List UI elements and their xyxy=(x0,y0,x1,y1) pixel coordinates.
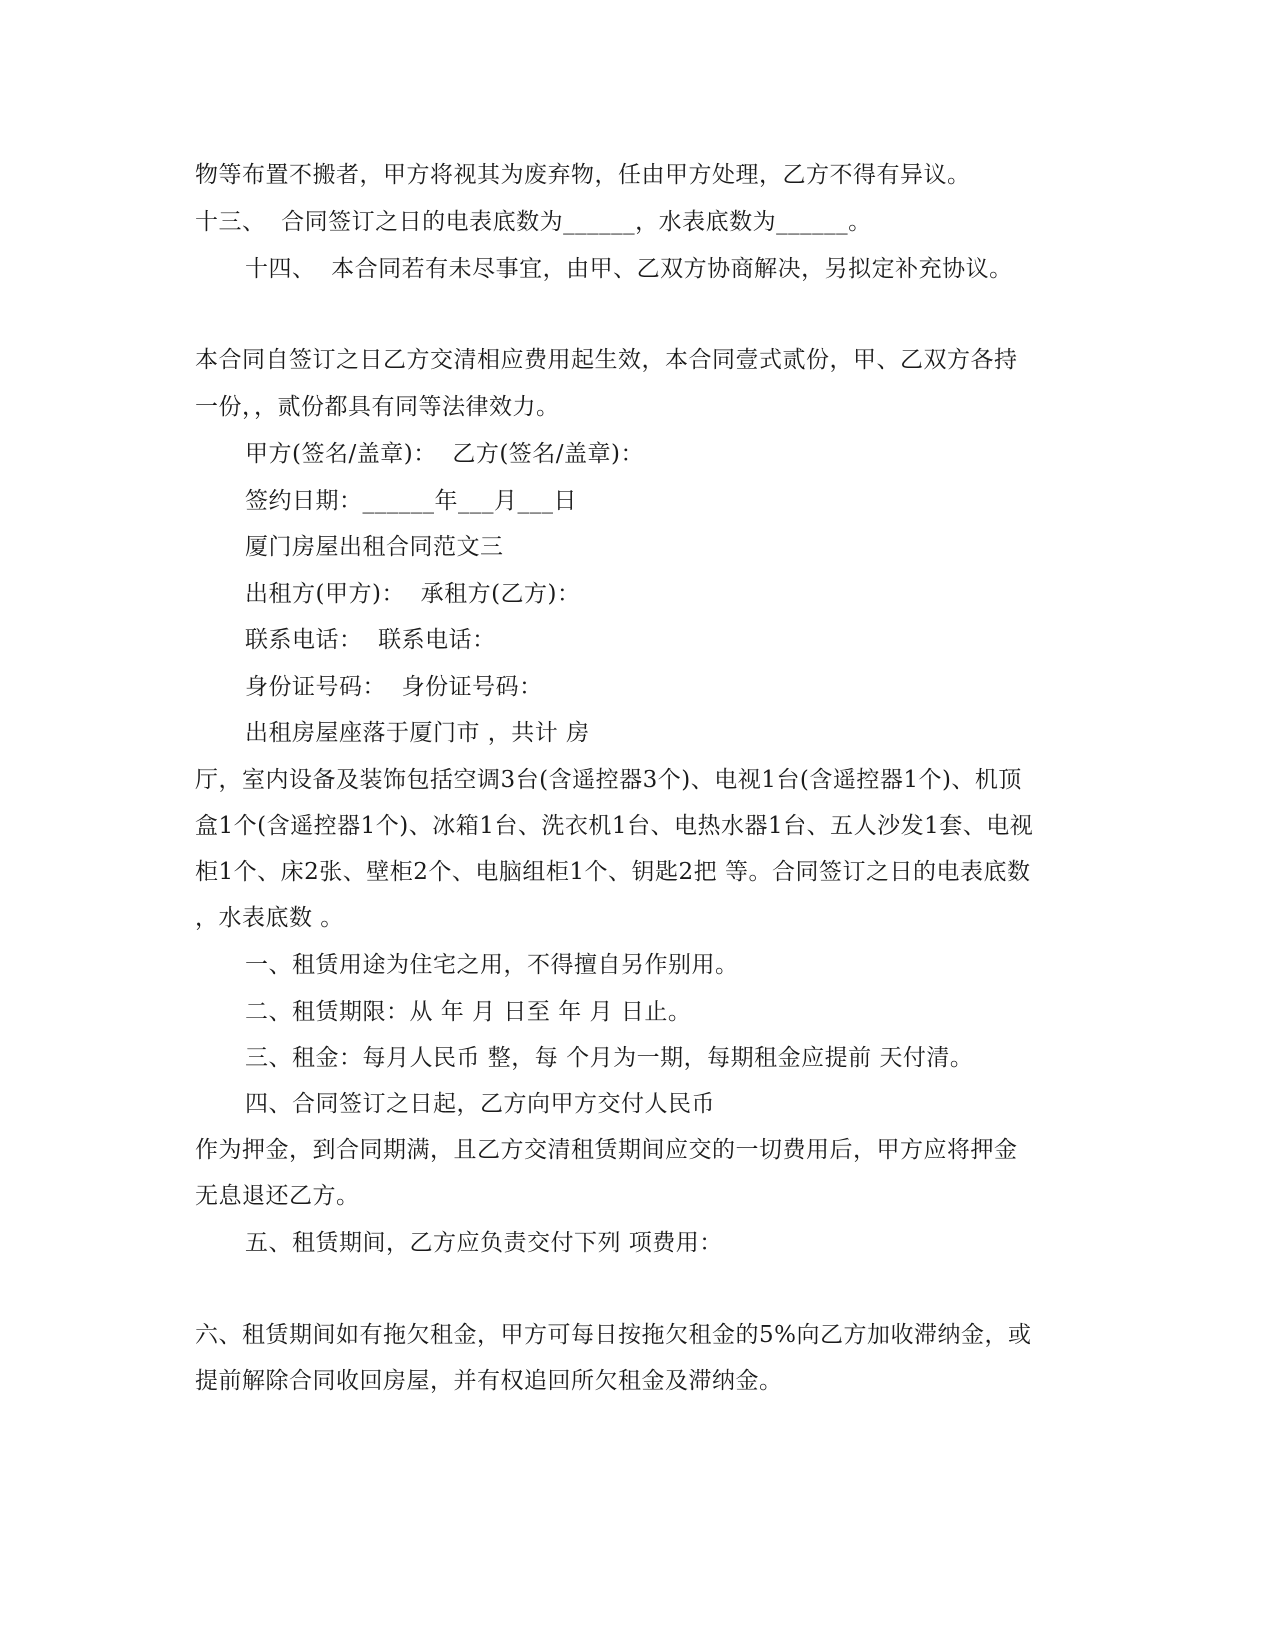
text-line: 厅，室内设备及装饰包括空调3台(含遥控器3个)、电视1台(含遥控器1个)、机顶 xyxy=(195,767,1022,793)
text-line: 十四、 本合同若有未尽事宜，由甲、乙双方协商解决，另拟定补充协议。 xyxy=(245,256,1013,282)
text-line: 甲方(签名/盖章)： 乙方(签名/盖章)： xyxy=(245,441,645,467)
text-line: 出租方(甲方)： 承租方(乙方)： xyxy=(245,581,581,607)
text-line: 五、租赁期间，乙方应负责交付下列 项费用： xyxy=(245,1230,723,1256)
text-line: 一、租赁用途为住宅之用，不得擅自另作别用。 xyxy=(245,952,739,978)
text-line: 盒1个(含遥控器1个)、冰箱1台、洗衣机1台、电热水器1台、五人沙发1套、电视 xyxy=(195,813,1034,839)
text-line: 无息退还乙方。 xyxy=(195,1183,360,1209)
text-line: 本合同自签订之日乙方交清相应费用起生效，本合同壹式贰份，甲、乙双方各持 xyxy=(195,347,1018,373)
text-line: 厦门房屋出租合同范文三 xyxy=(245,534,504,560)
text-line: ，水表底数 。 xyxy=(195,905,344,931)
text-line: 一份，，贰份都具有同等法律效力。 xyxy=(195,394,560,420)
text-line: 身份证号码： 身份证号码： xyxy=(245,674,543,700)
text-line: 十三、 合同签订之日的电表底数为______，水表底数为______。 xyxy=(195,209,872,235)
text-line: 联系电话： 联系电话： xyxy=(245,627,496,653)
text-line: 提前解除合同收回房屋，并有权追回所欠租金及滞纳金。 xyxy=(195,1368,783,1394)
text-line: 作为押金，到合同期满，且乙方交清租赁期间应交的一切费用后，甲方应将押金 xyxy=(195,1137,1018,1163)
text-line: 物等布置不搬者，甲方将视其为废弃物，任由甲方处理，乙方不得有异议。 xyxy=(195,162,971,188)
text-line: 柜1个、床2张、壁柜2个、电脑组柜1个、钥匙2把 等。合同签订之日的电表底数 xyxy=(195,859,1031,885)
text-line: 六、租赁期间如有拖欠租金，甲方可每日按拖欠租金的5%向乙方加收滞纳金，或 xyxy=(195,1322,1032,1348)
text-line: 签约日期：______年___月___日 xyxy=(245,488,577,514)
text-line: 四、合同签订之日起，乙方向甲方交付人民币 xyxy=(245,1091,715,1117)
text-line: 出租房屋座落于厦门市 ，共计 房 xyxy=(245,720,590,746)
text-line: 三、租金：每月人民币 整，每 个月为一期，每期租金应提前 天付清。 xyxy=(245,1045,974,1071)
text-line: 二、租赁期限：从 年 月 日至 年 月 日止。 xyxy=(245,999,692,1025)
